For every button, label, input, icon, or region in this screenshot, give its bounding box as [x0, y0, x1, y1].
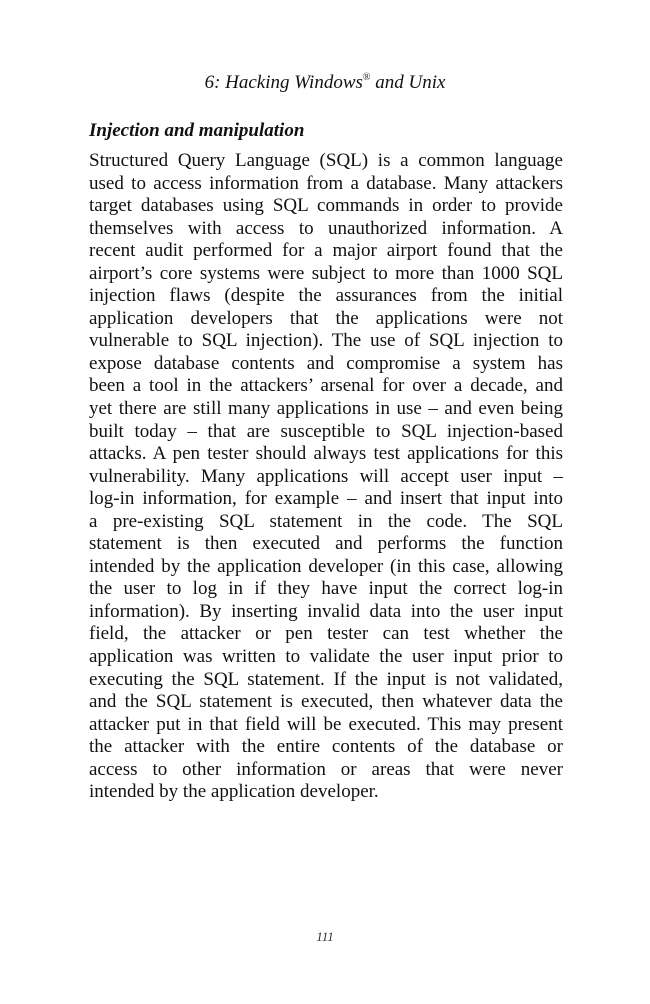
body-text-line: information). By inserting invalid data into the user input — [89, 600, 563, 622]
body-text-line: vulnerability. Many applications will accept user input – — [89, 465, 563, 487]
body-text-line: intended by the application developer (in this case, allowing — [89, 555, 563, 577]
body-text-line: log-in information, for example – and insert that input into — [89, 488, 563, 510]
body-text-line: application developers that the applications were not — [89, 307, 563, 329]
body-text-line: field, the attacker or pen tester can test whether the — [89, 623, 563, 645]
body-text-line: recent audit performed for a major airport found that the — [89, 240, 563, 262]
body-text-line: expose database contents and compromise a system has — [89, 352, 563, 374]
body-text-line: used to access information from a database. Many attackers — [89, 172, 563, 194]
body-text-line: statement is then executed and performs the function — [89, 533, 563, 555]
running-header — [0, 66, 650, 95]
body-text-line: intended by the application developer. — [89, 781, 379, 803]
body-text-line: a pre-existing SQL statement in the code. The SQL — [89, 510, 563, 532]
header-title-after: and Unix — [370, 72, 446, 93]
registered-trademark-mark: ® — [362, 72, 371, 83]
body-text-line: target databases using SQL commands in order to provide — [89, 195, 563, 217]
body-text-line: built today – that are susceptible to SQL injection-based — [89, 420, 563, 442]
section-heading: Injection and manipulation — [89, 120, 305, 141]
body-text-line: executing the SQL statement. If the input is not validated, — [89, 668, 563, 690]
body-text-line: yet there are still many applications in use – and even being — [89, 398, 563, 420]
body-text-line: the attacker with the entire contents of the database or — [89, 736, 563, 758]
body-text-line: Structured Query Language (SQL) is a common language — [89, 150, 563, 171]
body-paragraph — [89, 150, 563, 804]
page-number: 111 — [316, 929, 334, 944]
body-text-line: attacks. A pen tester should always test applications for this — [89, 443, 563, 465]
body-text-line: attacker put in that field will be executed. This may present — [89, 713, 563, 735]
header-title-before: 6: Hacking Windows — [204, 72, 363, 93]
body-text-line: the user to log in if they have input the correct log-in — [89, 578, 563, 600]
body-text-line: themselves with access to unauthorized information. A — [89, 217, 563, 239]
body-text-line: airport’s core systems were subject to more than 1000 SQL — [89, 262, 563, 284]
body-text-line: vulnerable to SQL injection). The use of SQL injection to — [89, 330, 563, 352]
body-text-line: access to other information or areas that were never — [89, 758, 563, 780]
body-text-line: application was written to validate the user input prior to — [89, 646, 563, 668]
body-text-line: been a tool in the attackers’ arsenal for over a decade, and — [89, 375, 563, 397]
body-text-line: injection flaws (despite the assurances from the initial — [89, 285, 563, 307]
body-text-line: and the SQL statement is executed, then whatever data the — [89, 691, 563, 713]
